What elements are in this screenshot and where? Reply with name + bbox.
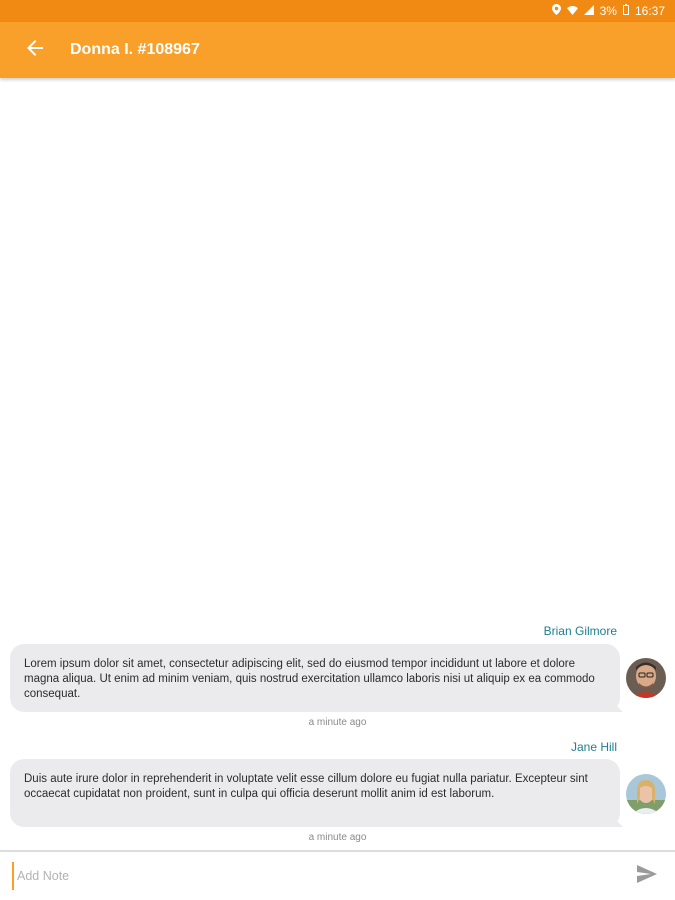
message-bubble: Lorem ipsum dolor sit amet, consectetur adipiscing elit, sed do eiusmod tempor incididunt ut labore et dolore magna aliqua. Ut enim ad minim veniam, quis nostrud exercitation ullamco laboris nisi ut aliquip ex ea commodo consequat. — [10, 644, 620, 712]
avatar[interactable] — [626, 774, 666, 814]
app-bar — [0, 22, 675, 78]
battery-icon — [623, 4, 629, 18]
page-title: Donna I. #108967 — [70, 41, 200, 58]
message-bubble: Duis aute irure dolor in reprehenderit in voluptate velit esse cillum dolore eu fugiat nulla pariatur. Excepteur sint occaecat cupidatat non proident, sunt in culpa qui officia deserunt mollit anim id est laborum. — [10, 759, 620, 827]
message-timestamp: a minute ago — [308, 832, 367, 843]
battery-percent: 3% — [599, 4, 617, 18]
back-button[interactable] — [20, 35, 50, 65]
arrow-left-icon — [27, 40, 43, 61]
send-icon — [637, 865, 657, 888]
clock: 16:37 — [634, 4, 665, 18]
sender-name: Jane Hill — [570, 740, 617, 754]
avatar[interactable] — [626, 658, 666, 698]
wifi-icon — [567, 5, 578, 18]
signal-icon — [584, 5, 594, 18]
message-list[interactable] — [0, 78, 675, 850]
status-bar — [0, 0, 675, 22]
sender-name: Brian Gilmore — [543, 624, 617, 638]
add-note-input[interactable] — [12, 862, 629, 890]
send-button[interactable] — [629, 858, 665, 894]
location-icon — [552, 4, 561, 18]
composer — [0, 850, 675, 900]
message-timestamp: a minute ago — [308, 717, 367, 728]
